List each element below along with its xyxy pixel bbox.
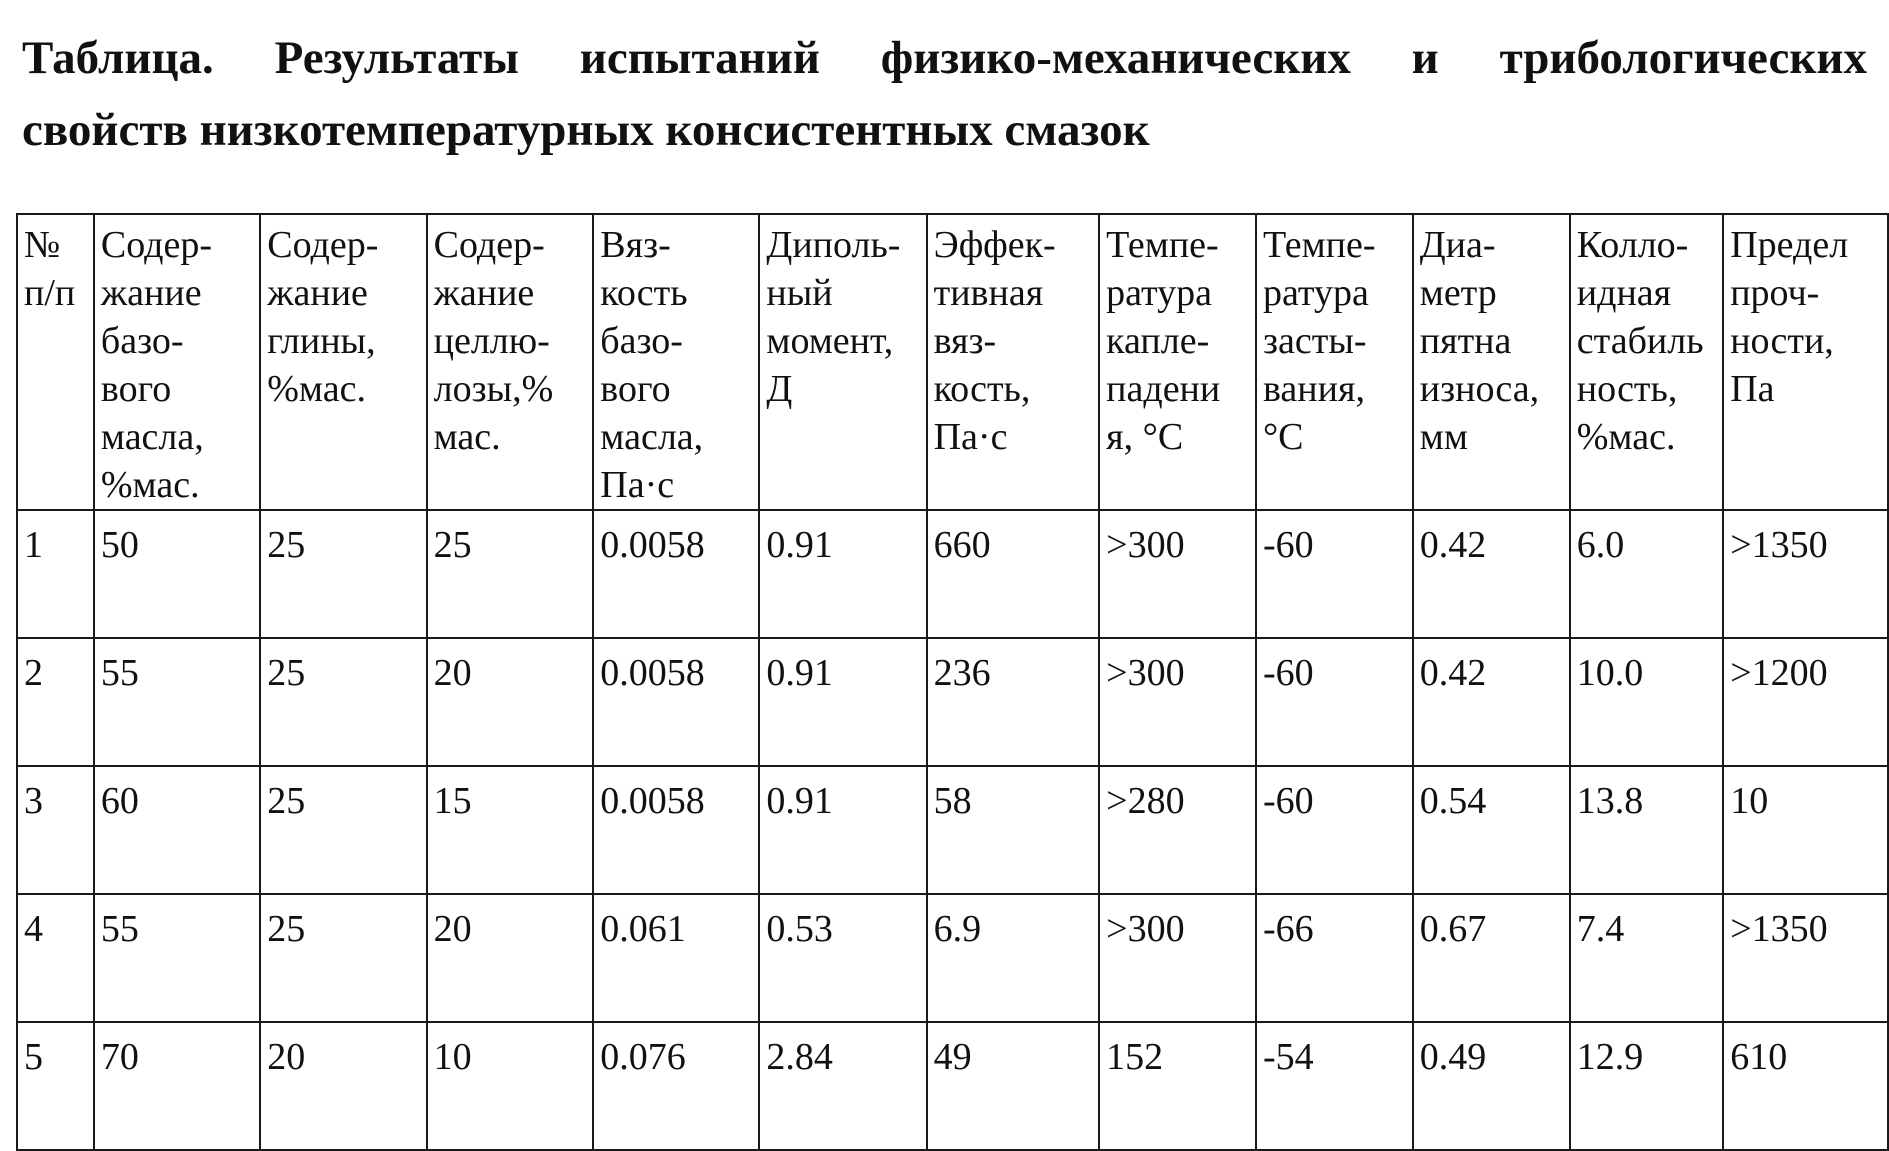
table-cell: 0.91 [759,766,926,894]
header-row [17,214,1888,510]
header-colloidal-stability: Колло- идная стабиль ность, %мас. [1570,214,1723,510]
table-cell: 0.67 [1413,894,1570,1022]
table-cell: 0.91 [759,638,926,766]
table-cell: 152 [1099,1022,1256,1150]
table-cell: 0.076 [593,1022,759,1150]
table-cell: >300 [1099,638,1256,766]
table-title-line-1: Таблица. Результаты испытаний физико-механических и трибологических [22,32,1867,84]
table-cell: 0.91 [759,510,926,638]
header-pour-point: Темпе- ратура засты- вания, °С [1256,214,1413,510]
table-cell: 55 [94,638,260,766]
table-cell: 6.0 [1570,510,1723,638]
table-cell: 25 [427,510,594,638]
table-cell: -66 [1256,894,1413,1022]
table-cell: >1350 [1723,510,1888,638]
header-number: № п/п [17,214,94,510]
table-cell: 20 [427,638,594,766]
table-cell: 0.0058 [593,638,759,766]
table-cell: 10 [427,1022,594,1150]
table-cell: 60 [94,766,260,894]
table-row [17,1022,1888,1150]
table-cell: 0.53 [759,894,926,1022]
table-title-line-2: свойств низкотемпературных консистентных смазок [22,104,1150,156]
table-cell: 3 [17,766,94,894]
table-cell: 25 [260,638,426,766]
table-cell: 20 [427,894,594,1022]
table-cell: -60 [1256,638,1413,766]
table-row [17,894,1888,1022]
table-cell: 6.9 [927,894,1100,1022]
table-cell: 10.0 [1570,638,1723,766]
table-cell: 5 [17,1022,94,1150]
table-cell: 4 [17,894,94,1022]
table-cell: 0.42 [1413,638,1570,766]
table-row [17,510,1888,638]
header-strength-limit: Предел проч- ности, Па [1723,214,1888,510]
table-cell: 70 [94,1022,260,1150]
table-cell: 0.54 [1413,766,1570,894]
table-cell: 0.0058 [593,766,759,894]
table-cell: 58 [927,766,1100,894]
table-cell: -60 [1256,510,1413,638]
table-row [17,766,1888,894]
table-cell: >300 [1099,894,1256,1022]
table-cell: >300 [1099,510,1256,638]
header-dipole-moment: Диполь- ный момент, Д [759,214,926,510]
table-cell: -54 [1256,1022,1413,1150]
header-cellulose-content: Содер- жание целлю- лозы,% мас. [427,214,594,510]
table-cell: 20 [260,1022,426,1150]
table-cell: 13.8 [1570,766,1723,894]
table-cell: -60 [1256,766,1413,894]
table-cell: 10 [1723,766,1888,894]
table-cell: 2 [17,638,94,766]
table-cell: 25 [260,510,426,638]
header-dropping-point: Темпе- ратура капле- падени я, °С [1099,214,1256,510]
table-cell: 0.42 [1413,510,1570,638]
table-cell: >1200 [1723,638,1888,766]
table-cell: >280 [1099,766,1256,894]
header-effective-viscosity: Эффек- тивная вяз- кость, Па·с [927,214,1100,510]
header-base-oil-viscosity: Вяз- кость базо- вого масла, Па·с [593,214,759,510]
table-cell: 660 [927,510,1100,638]
header-wear-scar-diameter: Диа- метр пятна износа, мм [1413,214,1570,510]
table-cell: 25 [260,766,426,894]
table-cell: 55 [94,894,260,1022]
table-cell: 15 [427,766,594,894]
header-clay-content: Содер- жание глины, %мас. [260,214,426,510]
table-title [22,22,1867,166]
table-cell: 49 [927,1022,1100,1150]
table-cell: >1350 [1723,894,1888,1022]
table-row [17,638,1888,766]
table-cell: 25 [260,894,426,1022]
table-cell: 236 [927,638,1100,766]
table-cell: 1 [17,510,94,638]
header-base-oil-content: Содер- жание базо- вого масла, %мас. [94,214,260,510]
table-cell: 12.9 [1570,1022,1723,1150]
table-cell: 0.49 [1413,1022,1570,1150]
results-table [16,213,1889,1151]
table-cell: 0.0058 [593,510,759,638]
table-cell: 2.84 [759,1022,926,1150]
table-cell: 7.4 [1570,894,1723,1022]
table-cell: 610 [1723,1022,1888,1150]
table-cell: 0.061 [593,894,759,1022]
table-cell: 50 [94,510,260,638]
